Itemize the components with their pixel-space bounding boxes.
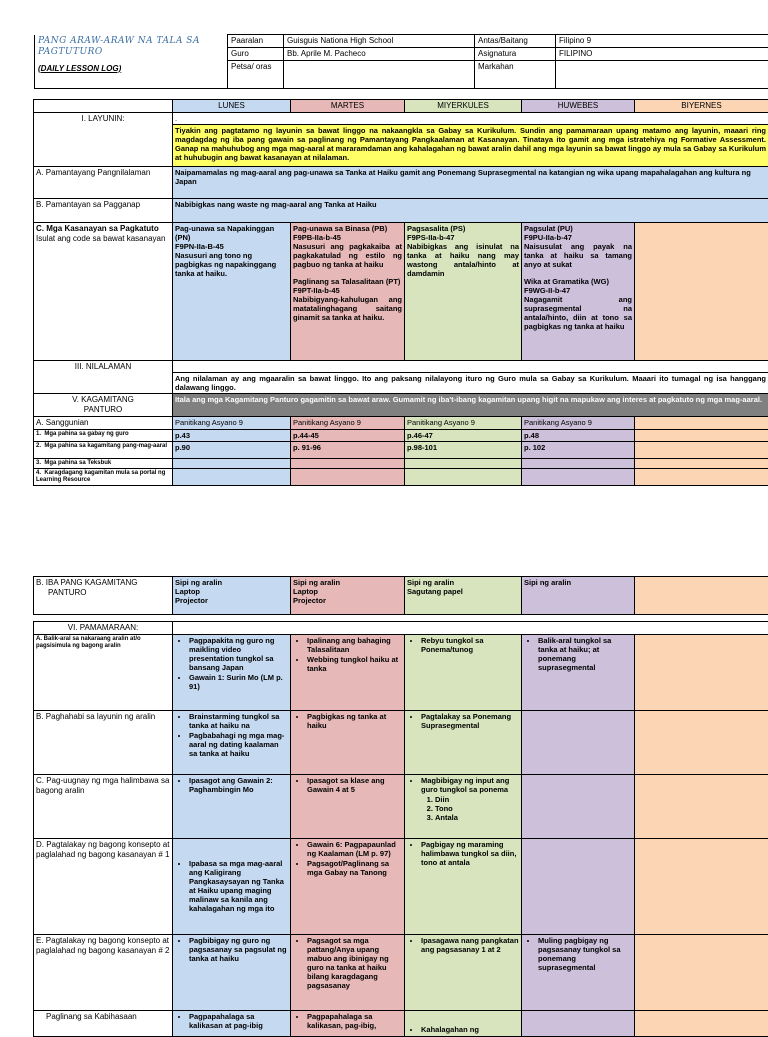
sanggunian-cell	[173, 469, 291, 486]
list-item: • Ipasagot ang Gawain 2: Paghambingin Mo	[189, 776, 288, 794]
pamamaraan-cell-lunes	[173, 839, 291, 935]
iba-kagamitan-item: Sipi ng aralin	[293, 578, 402, 587]
list-item: • Pagsagot sa mga pattang/Anya upang mabuo ang ibinigay ng guro na tanka at haiku bilang karagdagang pagsasanay	[307, 936, 402, 990]
pamamaraan-cell-huwebes	[522, 935, 635, 1011]
sanggunian-cell	[291, 469, 405, 486]
pamamaraan-cell-miyerkules	[405, 935, 522, 1011]
list-item: • Gawain 1: Surin Mo (LM p. 91)	[189, 673, 288, 691]
row-label: Mga pahina sa Teksbuk	[44, 460, 111, 466]
sanggunian-cell	[635, 459, 768, 469]
petsa-value	[284, 61, 475, 89]
kasanayan-biyernes	[635, 223, 768, 361]
list-item: • Pagsagot/Paglinang sa mga Gabay na Tanong	[307, 859, 402, 877]
pamamaraan-cell-biyernes	[635, 935, 768, 1011]
pamamaraan-cell-miyerkules	[405, 635, 522, 711]
pamamaraan-cell-lunes	[173, 635, 291, 711]
kagamitan-text: Itala ang mga Kagamitang Panturo gagamitin sa bawat araw. Gumamit ng iba't-ibang kagamitan upang higit na mapukaw ang interes at pagkatuto ng mga mag-aaral.	[173, 394, 768, 417]
iba-kagamitan-item: Sipi ng aralin	[175, 578, 288, 587]
pamamaraan-row-label: A. Balik-aral sa nakaraang aralin at/o pagsisimula ng bagong aralin	[34, 635, 173, 711]
pamamaraan-row-label: D. Pagtalakay ng bagong konsepto at paglalahad ng bagong kasanayan # 1	[34, 839, 173, 935]
list-item: • Pagpapakita ng guro ng maikling video presentation tungkol sa bansang Japan	[189, 636, 288, 672]
kasanayan-huwebes-line: Nagagamit ang suprasegmental na antala/hinto, diin at tono sa pagbigkas ng tanka at haiku	[524, 295, 632, 331]
pamamaraan-cell-biyernes	[635, 839, 768, 935]
pamamaraan-cell-huwebes	[522, 711, 635, 775]
kasanayan-sublabel: Isulat ang code sa bawat kasanayan	[36, 234, 170, 244]
kasanayan-lunes	[173, 223, 291, 361]
kasanayan-label-cell	[34, 223, 173, 361]
markahan-value	[556, 61, 768, 89]
list-item: • Rebyu tungkol sa Ponema/tunog	[421, 636, 519, 654]
kasanayan-huwebes-line: Wika at Gramatika (WG)	[524, 277, 632, 286]
sanggunian-cell	[635, 469, 768, 486]
list-item: • Ipasagot sa klase ang Gawain 4 at 5	[307, 776, 402, 794]
iba-kagamitan-lunes	[173, 577, 291, 615]
iba-kagamitan-label-2: PANTURO	[36, 588, 170, 598]
iba-kagamitan-item: Sipi ng aralin	[524, 578, 632, 587]
pamamaraan-cell-lunes	[173, 935, 291, 1011]
header-table	[34, 34, 768, 89]
iba-kagamitan-label-cell	[34, 577, 173, 615]
pamamaraan-cell-miyerkules	[405, 775, 522, 839]
pamamaraan-cell-biyernes	[635, 775, 768, 839]
pamamaraan-cell-miyerkules	[405, 711, 522, 775]
list-item: • Balik-aral tungkol sa tanka at haiku; at ponemang suprasegmental	[538, 636, 632, 672]
kasanayan-miyerkules-line: F9PS-IIa-b-47	[407, 233, 519, 242]
list-item: • Muling pagbigay ng pagsasanay tungkol sa ponemang suprasegmental	[538, 936, 632, 972]
pamamaraan-blank	[173, 622, 768, 635]
pamamaraan-cell-martes	[291, 839, 405, 935]
pangnilalaman-label: A. Pamantayang Pangnilalaman	[34, 167, 173, 199]
list-item: • Pagtalakay sa Ponemang Suprasegmental	[421, 712, 519, 730]
sanggunian-cell	[635, 442, 768, 459]
nilalaman-text: Ang nilalaman ay ang mgaaralin sa bawat linggo. Ito ang paksang nilalayong ituro ng Guro mula sa Gabay sa Kurikulum. Maaari ito tumagal ng isa hanggang dalawang linggo.	[173, 373, 768, 394]
list-item: • Pagbigkas ng tanka at haiku	[307, 712, 402, 730]
markahan-label: Markahan	[475, 61, 556, 89]
sanggunian-cell	[522, 469, 635, 486]
row-num: 1.	[36, 431, 41, 437]
sanggunian-row-label	[34, 442, 173, 459]
kasanayan-huwebes-line: F9PU-IIa-b-47	[524, 233, 632, 242]
row-label: Karagdagang kagamitan mula sa portal ng Learning Resource	[36, 470, 165, 483]
paaralan-label: Paaralan	[228, 35, 284, 48]
sanggunian-book-miyerkules: Panitikang Asyano 9	[405, 417, 522, 430]
layunin-text: Tiyakin ang pagtatamo ng layunin sa bawat linggo na nakaangkla sa Gabay sa Kurikulum. Sundin ang pamamaraan upang matamo ang layunin, maaari ring magdagdag ng iba pang gawain sa paglinang ng Pamantayang Pangkaalaman at Kasanayan. Tinataya ito gamit ang mga istratehiya ng Formative Assessment. Ganap na mahuhubog ang mga mag-aaral at mararamdaman ang kahalagahan ng bawat aralin dahil ang mga layunin sa bawat linggo ay mula sa Gabay sa Kurikulum at huhubugin ang bawat kasanayan at nilalaman.	[173, 125, 768, 167]
pamamaraan-cell-lunes	[173, 775, 291, 839]
petsa-label: Petsa/ oras	[228, 61, 284, 89]
sanggunian-cell	[405, 459, 522, 469]
iba-kagamitan-huwebes	[522, 577, 635, 615]
sanggunian-cell: p.46-47	[405, 430, 522, 442]
pamamaraan-cell-martes	[291, 635, 405, 711]
kasanayan-martes-line: Pag-unawa sa Binasa (PB)	[293, 224, 402, 233]
sanggunian-row-label	[34, 469, 173, 486]
kasanayan-lunes-line: F9PN-IIa-B-45	[175, 242, 288, 251]
iba-kagamitan-item: Projector	[175, 596, 288, 605]
kasanayan-huwebes-line: Naisusulat ang payak na tanka at haiku sa tamang anyo at sukat	[524, 242, 632, 269]
day-header-blank	[34, 100, 173, 113]
pangnilalaman-text: Naipamamalas ng mag-aaral ang pag-unawa sa Tanka at Haiku gamit ang Ponemang Suprasegmental na katangian ng wika upang mapahalagahan ang kultura ng Japan	[173, 167, 768, 199]
antas-label: Antas/Baitang	[475, 35, 556, 48]
iba-kagamitan-item: Sagutang papel	[407, 587, 519, 596]
guro-value: Bb. Aprile M. Pacheco	[284, 48, 475, 61]
list-item: 2. Tono	[435, 804, 519, 813]
sanggunian-cell: p.43	[173, 430, 291, 442]
list-item: • Pagbibigay ng guro ng pagsasanay sa pagsulat ng tanka at haiku	[189, 936, 288, 963]
kasanayan-miyerkules-line: Pagsasalita (PS)	[407, 224, 519, 233]
kagamitan-label-1: V. KAGAMITANG	[36, 395, 170, 405]
kasanayan-lunes-line: Pag-unawa sa Napakinggan (PN)	[175, 224, 288, 242]
sanggunian-book-biyernes	[635, 417, 768, 430]
pamamaraan-cell-lunes	[173, 711, 291, 775]
pamamaraan-cell-martes	[291, 935, 405, 1011]
kasanayan-martes-line: Nabibigyang-kahulugan ang matatalinghagang saitang ginamit sa tanka at haiku.	[293, 295, 402, 322]
kasanayan-huwebes-line: F9WG-II-b-47	[524, 286, 632, 295]
sanggunian-cell	[405, 469, 522, 486]
kasanayan-miyerkules	[405, 223, 522, 361]
day-header-miyerkules: MIYERKULES	[405, 100, 522, 113]
list-item: • Pagpapahalaga sa kalikasan, pag-ibig,	[307, 1012, 402, 1030]
kasanayan-martes-line: Nasusuri ang pagkakaiba at pagkakatulad ng estilo ng pagbuo ng tanka at haiku	[293, 242, 402, 269]
list-item: 1. Diin	[435, 795, 519, 804]
list-item: 3. Antala	[435, 813, 519, 822]
sanggunian-cell	[522, 459, 635, 469]
iba-kagamitan-biyernes	[635, 577, 768, 615]
kasanayan-lunes-line: Nasusuri ang tono ng pagbigkas ng napakinggang tanka at haiku.	[175, 251, 288, 278]
list-item: • Ipalinang ang bahaging Talasalitaan	[307, 636, 402, 654]
iba-kagamitan-item: Laptop	[175, 587, 288, 596]
pagganap-label: B. Pamantayan sa Pagganap	[34, 199, 173, 223]
list-item: • Pagbabahagi ng mga mag-aaral ng dating kaalaman sa tanka at haiku	[189, 731, 288, 758]
sanggunian-book-lunes: Panitikang Asyano 9	[173, 417, 291, 430]
row-num: 3.	[36, 460, 41, 466]
pamamaraan-row-label: B. Paghahabi sa layunin ng aralin	[34, 711, 173, 775]
sanggunian-cell: p.48	[522, 430, 635, 442]
list-item: • Webbing tungkol haiku at tanka	[307, 655, 402, 673]
layunin-label: I. LAYUNIN:	[34, 113, 173, 167]
lesson-table-2	[33, 576, 768, 1037]
list-item: • Ipabasa sa mga mag-aaral ang Kaligirang Pangkasaysayan ng Tanka at Haiku upang maging malinaw sa kanila ang kahalagahan ng mga ito	[189, 859, 288, 913]
kasanayan-huwebes-line: Pagsulat (PU)	[524, 224, 632, 233]
pamamaraan-cell-martes	[291, 775, 405, 839]
sanggunian-cell	[635, 430, 768, 442]
sanggunian-cell	[173, 459, 291, 469]
list-item: • Pagpapahalaga sa kalikasan at pag-ibig	[189, 1012, 288, 1030]
sanggunian-row-label	[34, 430, 173, 442]
sanggunian-label: A. Sanggunian	[34, 417, 173, 430]
kasanayan-martes-line: Paglinang sa Talasalitaan (PT)	[293, 277, 402, 286]
pamamaraan-cell-martes	[291, 711, 405, 775]
iba-kagamitan-miyerkules	[405, 577, 522, 615]
list-item: • Pagbigay ng maraming halimbawa tungkol sa diin, tono at antala	[421, 840, 519, 867]
iba-kagamitan-item: Laptop	[293, 587, 402, 596]
row-label: Mga pahina sa gabay ng guro	[44, 431, 128, 437]
paaralan-value: Guisguis Nationa High School	[284, 35, 475, 48]
kasanayan-martes-line: F9PT-IIa-b-45	[293, 286, 402, 295]
sanggunian-cell: p.44-45	[291, 430, 405, 442]
kagamitan-label-cell	[34, 394, 173, 417]
separator	[34, 615, 768, 622]
pamamaraan-cell-huwebes	[522, 775, 635, 839]
kagamitan-label-2: PANTURO	[36, 405, 170, 415]
pamamaraan-cell-biyernes	[635, 635, 768, 711]
sanggunian-cell: p. 102	[522, 442, 635, 459]
lesson-table-1	[33, 99, 768, 486]
sanggunian-cell: p.90	[173, 442, 291, 459]
iba-kagamitan-item: Sipi ng aralin	[407, 578, 519, 587]
iba-kagamitan-label-1: B. IBA PANG KAGAMITANG	[36, 578, 170, 588]
kasanayan-huwebes	[522, 223, 635, 361]
pamamaraan-cell-huwebes	[522, 635, 635, 711]
row-num: 2.	[36, 443, 41, 449]
day-header-lunes: LUNES	[173, 100, 291, 113]
title-line-2: PAGTUTURO	[38, 47, 224, 58]
pamamaraan-row-label: C. Pag-uugnay ng mga halimbawa sa bagong aralin	[34, 775, 173, 839]
pamamaraan-label: VI. PAMAMARAAN:	[34, 622, 173, 635]
title-line-1: PANG ARAW-ARAW NA TALA SA	[38, 36, 224, 47]
row-label: Mga pahina sa kagamitang pang-mag-aaral	[44, 443, 167, 449]
list-item: • Magbibigay ng input ang guro tungkol sa ponema	[421, 776, 519, 794]
row-num: 4.	[36, 470, 41, 476]
pagganap-text: Nabibigkas nang waste ng mag-aaral ang Tanka at Haiku	[173, 199, 768, 223]
day-header-huwebes: HUWEBES	[522, 100, 635, 113]
pamamaraan-cell-biyernes	[635, 711, 768, 775]
kasanayan-martes	[291, 223, 405, 361]
nilalaman-label: III. NILALAMAN	[34, 361, 173, 394]
pamamaraan-cell-miyerkules	[405, 839, 522, 935]
day-header-biyernes: BIYERNES	[635, 100, 768, 113]
sanggunian-row-label	[34, 459, 173, 469]
day-header-martes: MARTES	[291, 100, 405, 113]
kasanayan-label: C. Mga Kasanayan sa Pagkatuto	[36, 224, 170, 234]
guro-label: Guro	[228, 48, 284, 61]
antas-value: Filipino 9	[556, 35, 768, 48]
list-item: • Ipasagawa nang pangkatan ang pagsasanay 1 at 2	[421, 936, 519, 954]
kasanayan-miyerkules-line: Nabibigkas ang isinulat na tanka at haiku nang may wastong antala/hinto at damdamin	[407, 242, 519, 278]
kasanayan-martes-line: F9PB-IIa-b-45	[293, 233, 402, 242]
pamamaraan-row-label: E. Pagtalakay ng bagong konsepto at paglalahad ng bagong kasanayan # 2	[34, 935, 173, 1011]
nilalaman-blank	[173, 361, 768, 373]
pamamaraan-row-label: Paglinang sa Kabihasaan	[34, 1011, 173, 1037]
list-item: • Brainstarming tungkol sa tanka at haiku na	[189, 712, 288, 730]
sanggunian-cell	[291, 459, 405, 469]
asignatura-label: Asignatura	[475, 48, 556, 61]
asignatura-value: FILIPINO	[556, 48, 768, 61]
iba-kagamitan-martes	[291, 577, 405, 615]
list-item: • Kahalagahan ng	[421, 1025, 519, 1034]
iba-kagamitan-item: Projector	[293, 596, 402, 605]
list-item: • Gawain 6: Pagpapaunlad ng Kaalaman (LM p. 97)	[307, 840, 402, 858]
sanggunian-book-martes: Panitikang Asyano 9	[291, 417, 405, 430]
sanggunian-cell: p. 91-96	[291, 442, 405, 459]
title-cell	[35, 35, 228, 89]
layunin-dot: .	[173, 113, 768, 125]
sanggunian-book-huwebes: Panitikang Asyano 9	[522, 417, 635, 430]
title-english: (DAILY LESSON LOG)	[38, 64, 224, 74]
sanggunian-cell: p.98-101	[405, 442, 522, 459]
pamamaraan-cell-huwebes	[522, 839, 635, 935]
